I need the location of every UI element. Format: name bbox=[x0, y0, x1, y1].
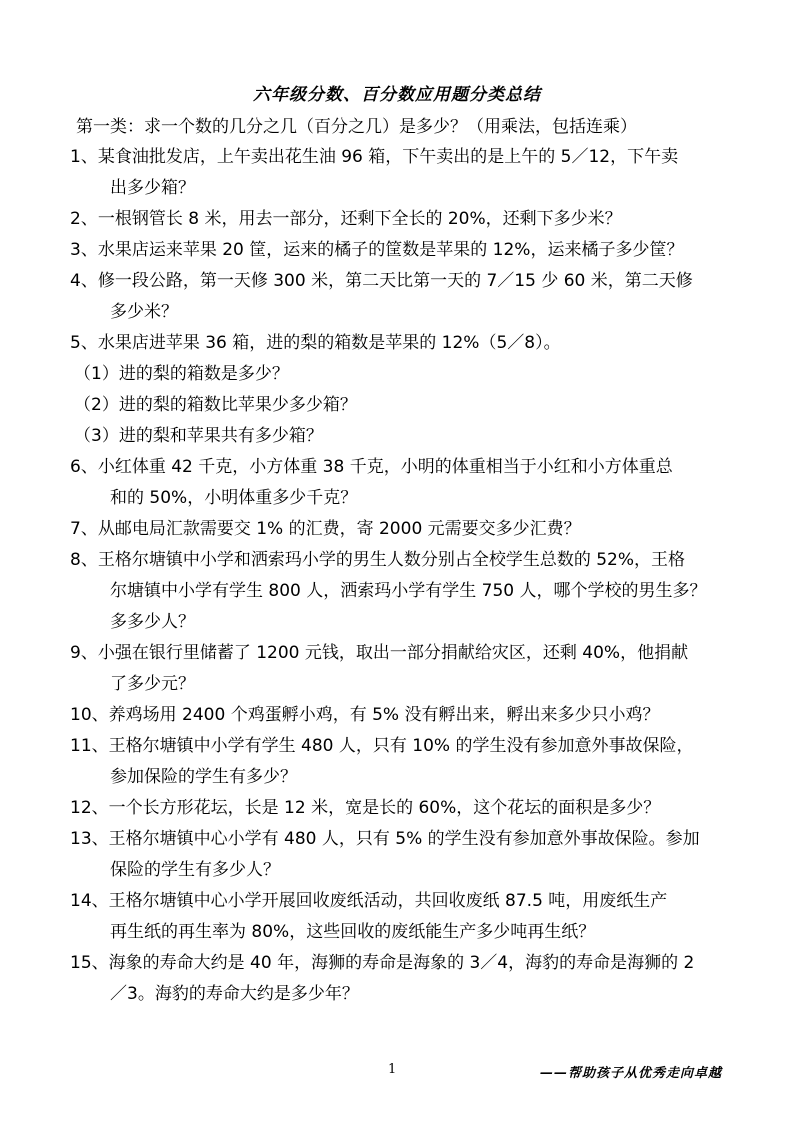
problem-text: 7、从邮电局汇款需要交 1% 的汇费，寄 2000 元需要交多少汇费？ bbox=[70, 519, 581, 539]
problem-item bbox=[70, 638, 730, 700]
problem-text: 11、王格尔塘镇中小学有学生 480 人，只有 10% 的学生没有参加意外事故保险， bbox=[70, 736, 694, 756]
problem-text-continued: 了多少元？ bbox=[110, 674, 195, 694]
category-heading: 第一类：求一个数的几分之几（百分之几）是多少？（用乘法，包括连乘） bbox=[76, 117, 637, 137]
problem-text: 1、某食油批发店，上午卖出花生油 96 箱，下午卖出的是上午的 5／12，下午卖 bbox=[70, 147, 679, 167]
problem-text-continued: 参加保险的学生有多少？ bbox=[110, 767, 297, 787]
sub-question: （2）进的梨的箱数比苹果少多少箱？ bbox=[74, 395, 357, 415]
problem-text: 2、一根钢管长 8 米，用去一部分，还剩下全长的 20%，还剩下多少米？ bbox=[70, 209, 622, 229]
problem-text-continued: 再生纸的再生率为 80%，这些回收的废纸能生产多少吨再生纸？ bbox=[110, 922, 596, 942]
problem-item bbox=[70, 731, 730, 793]
footer-slogan: ——帮助孩子从优秀走向卓越 bbox=[539, 1066, 722, 1081]
problem-text: 4、修一段公路，第一天修 300 米，第二天比第一天的 7／15 少 60 米，第二天修 bbox=[70, 271, 693, 291]
document-title: 六年级分数、百分数应用题分类总结 bbox=[253, 85, 541, 105]
problem-text: 8、王格尔塘镇中小学和洒索玛小学的男生人数分别占全校学生总数的 52%，王格 bbox=[70, 550, 686, 570]
problem-text-continued: 多多少人？ bbox=[110, 612, 195, 632]
problem-item bbox=[70, 266, 730, 328]
problem-item bbox=[70, 328, 730, 359]
problem-text: 10、养鸡场用 2400 个鸡蛋孵小鸡，有 5% 没有孵出来，孵出来多少只小鸡？ bbox=[70, 705, 660, 725]
page-number: 1 bbox=[388, 1062, 397, 1077]
problem-text-continued: ／3。海豹的寿命大约是多少年？ bbox=[110, 984, 359, 1004]
problem-item bbox=[70, 545, 730, 638]
problem-text: 9、小强在银行里储蓄了 1200 元钱，取出一部分捐献给灾区，还剩 40%，他捐献 bbox=[70, 643, 689, 663]
problem-text-continued: 和的 50%，小明体重多少千克？ bbox=[110, 488, 358, 508]
problem-text-continued: 保险的学生有多少人？ bbox=[110, 860, 280, 880]
problem-text-continued: 多少米？ bbox=[110, 302, 178, 322]
problem-item bbox=[70, 948, 730, 1010]
problem-item bbox=[70, 452, 730, 514]
problem-text: 12、一个长方形花坛，长是 12 米，宽是长的 60%，这个花坛的面积是多少？ bbox=[70, 798, 661, 818]
problem-text: 15、海象的寿命大约是 40 年，海狮的寿命是海象的 3／4，海豹的寿命是海狮的 2 bbox=[70, 953, 695, 973]
problem-list bbox=[70, 142, 730, 1010]
problem-text-continued: 出多少箱？ bbox=[110, 178, 195, 198]
problem-item bbox=[70, 886, 730, 948]
problem-item bbox=[70, 204, 730, 235]
problem-text: 3、水果店运来苹果 20 筐，运来的橘子的筐数是苹果的 12%，运来橘子多少筐？ bbox=[70, 240, 684, 260]
problem-text: 5、水果店进苹果 36 箱，进的梨的箱数是苹果的 12%（5／8）。 bbox=[70, 333, 561, 353]
problem-item bbox=[70, 142, 730, 204]
problem-text: 6、小红体重 42 千克，小方体重 38 千克，小明的体重相当于小红和小方体重总 bbox=[70, 457, 673, 477]
problem-text: 13、王格尔塘镇中心小学有 480 人，只有 5% 的学生没有参加意外事故保险。参加 bbox=[70, 829, 700, 849]
problem-text-continued: 尔塘镇中小学有学生 800 人，洒索玛小学有学生 750 人，哪个学校的男生多？ bbox=[110, 581, 707, 601]
sub-question: （3）进的梨和苹果共有多少箱？ bbox=[74, 426, 323, 446]
problem-item bbox=[70, 514, 730, 545]
sub-question: （1）进的梨的箱数是多少？ bbox=[74, 364, 289, 384]
problem-text: 14、王格尔塘镇中心小学开展回收废纸活动，共回收废纸 87.5 吨，用废纸生产 bbox=[70, 891, 668, 911]
problem-item bbox=[70, 824, 730, 886]
problem-item bbox=[70, 700, 730, 731]
problem-item bbox=[70, 235, 730, 266]
problem-item bbox=[70, 793, 730, 824]
